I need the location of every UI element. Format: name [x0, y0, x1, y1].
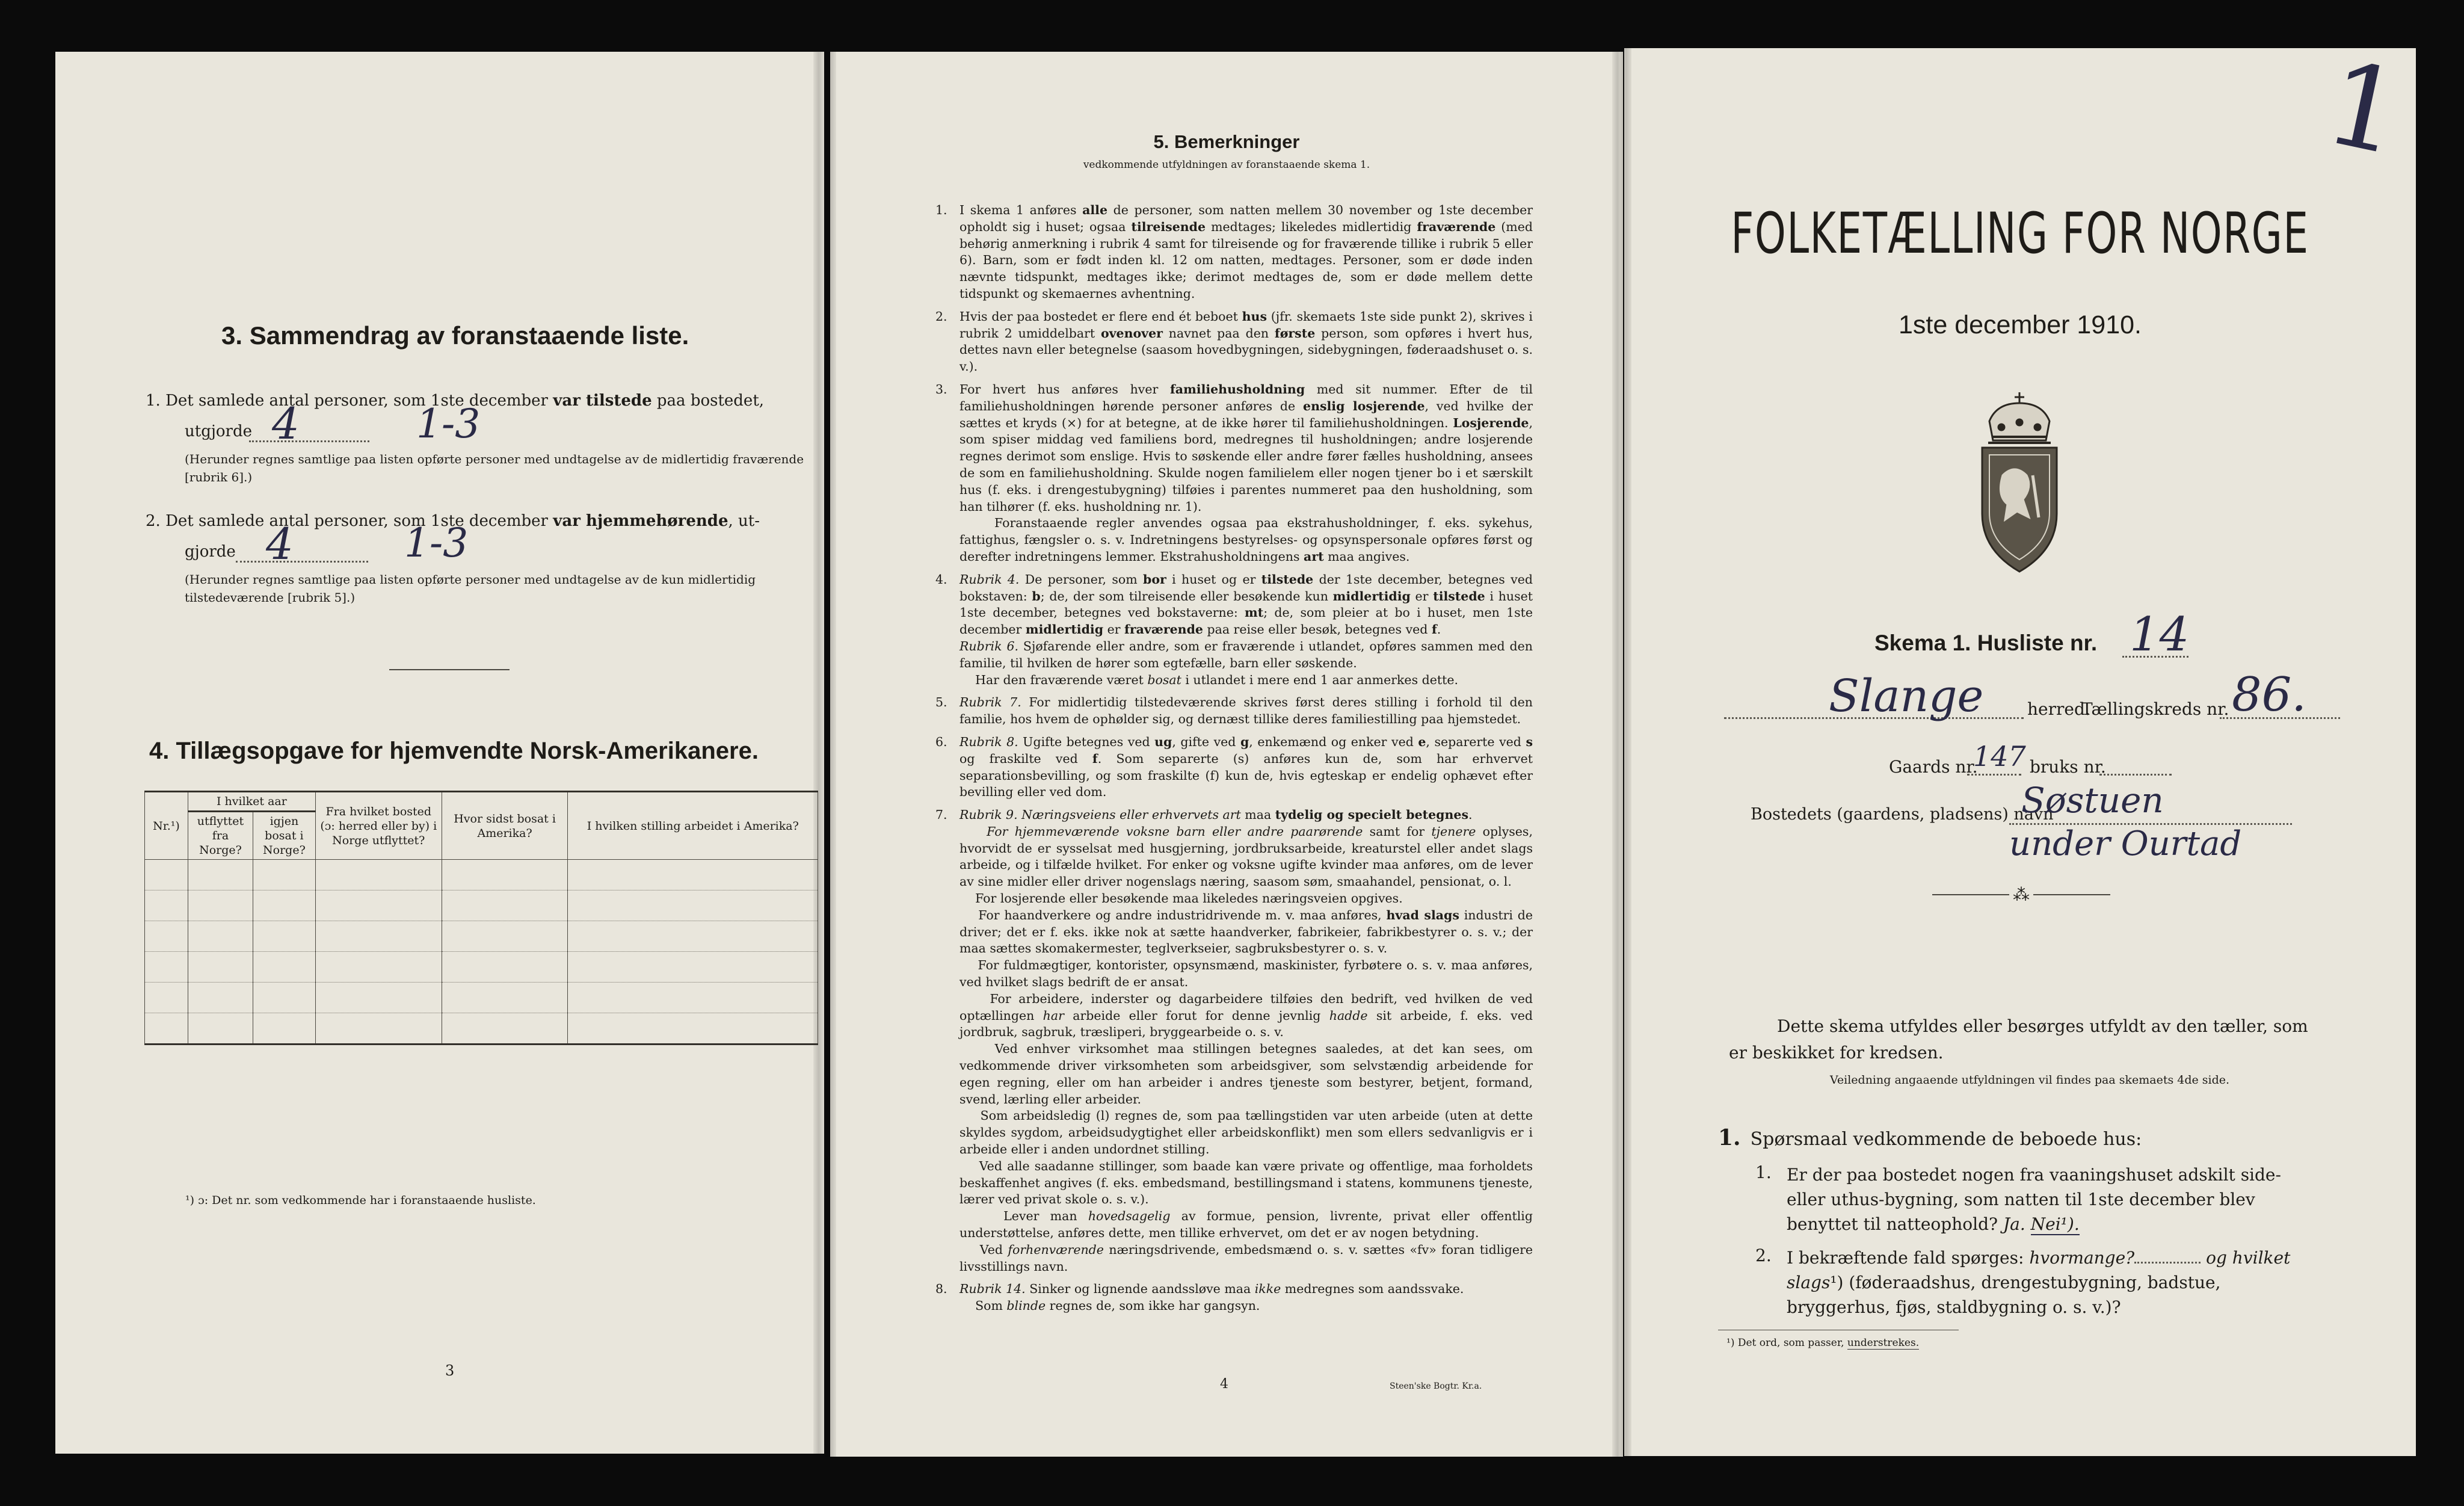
page-number-4: 4: [1220, 1377, 1228, 1392]
handwritten-count-1: 4: [272, 398, 300, 449]
remark-item: [935, 381, 1533, 566]
remark-item: [935, 309, 1533, 375]
skema-label: Skema 1. Husliste nr.: [1874, 631, 2098, 655]
table-row: [145, 921, 818, 952]
col-header-stilling: I hvilken stilling arbeidet i Amerika?: [568, 792, 818, 860]
right-page: [1624, 35, 2416, 1456]
page-fold: [813, 52, 824, 1454]
q1-2-question: I bekræftende fald spørges:: [1787, 1248, 2024, 1268]
q1-1-number: 1.: [1755, 1162, 1772, 1182]
col-header-nr: Nr.¹): [145, 792, 188, 860]
q1-2-text: I bekræftende fald spørges: hvormange? og hvilket slags¹) (føderaadshus, drengestubygning, badstue, bryggerhus, fjøs, staldbygning o. s. v.)?: [1787, 1248, 2291, 1317]
q1-title: Spørsmaal vedkommende de beboede hus:: [1750, 1129, 2142, 1150]
item-text: Det samlede antal personer, som 1ste december: [165, 512, 553, 530]
summary-item-2: [146, 509, 813, 533]
item-text: Det samlede antal personer, som 1ste december: [165, 392, 553, 410]
q1-2-slags: og hvilket slags: [1787, 1248, 2291, 1292]
page-fold: [1621, 48, 1631, 1456]
utgjorde-label: utgjorde: [185, 422, 253, 440]
remark-number: 8.: [935, 1282, 947, 1297]
census-date: 1ste december 1910.: [1899, 310, 2142, 339]
corner-handwritten-mark: 1: [2315, 35, 2414, 182]
remark-text: Rubrik 9. Næringsveiens eller erhvervets art maa tydelig og specielt betegnes. For hjemmeværende voksne barn eller andre paarørende samt for tjenere oplyses, hvorvidt de er sysselsat med husgjerning, jordbruksarbeide, kreaturstel eller andet slags arbeide, og i tilfælde hvilket. For enker og voksne ugifte kvinder maa anføres, om de lever av sine midler eller driver nogenslags næring, saasom søm, smaahandel, pensionat, o. l. For losjerende eller besøkende maa likeledes næringsveien opgives. For haandverkere og andre industridrivende m. v. maa anføres, hvad slags industri de driver; det er f. eks. ikke nok at sætte haandverker, fabrikeier, fabrikbestyrer o. s. v.; der maa sættes skomakermester, teglverkseier, sagbruksbestyrer o. s. v. For fuldmægtiger, kontorister, opsynsmænd, maskinister, fyrbøtere o. s. v. maa anføres, ved hvilket slags bedrift de er ansat. For arbeidere, inderster og dagarbeidere tilføies den bedrift, ved hvilken de ved optællingen har arbeide eller forut for denne jevnlig hadde sit arbeide, f. eks. ved jordbruk, sagbruk, træsliperi, bryggearbeide o. s. v. Ved enhver virksomhet maa stillingen betegnes saaledes, at det kan sees, om vedkommende driver virksomheten som arbeidsgiver, som selvstændig arbeidende for egen regning, eller om han arbeider i andres tjeneste som bestyrer, betjent, formand, svend, lærling eller arbeider. Som arbeidsledig (l) regnes de, som paa tællingstiden var uten arbeide (uten at dette skyldes sygdom, arbeidsudygtighet eller arbeidskonflikt) men som ellers sedvanligvis er i arbeide eller i anden undordnet stilling. Ved alle saadanne stillinger, som baade kan være private og offentlige, maa forholdets beskaffenhet angives (f. eks. embedsmand, bestillingsmand i statens, kommunens tjeneste, lærer ved privat skole o. s. v.). Lever man hovedsagelig av formue, pension, livrente, privat eller offentlig understøttelse, anføres dette, men tillike erhvervet, om det er av nogen betydning. Ved forhenværende næringsdrivende, embedsmænd o. s. v. sættes «fv» foran tidligere livsstillings navn.: [959, 807, 1533, 1274]
coat-of-arms-icon: [1965, 385, 2074, 575]
q1-1-ja: Ja.: [2003, 1214, 2025, 1234]
remarks-list: [935, 202, 1533, 1321]
remark-number: 2.: [935, 309, 947, 324]
bosted-value-1: Søstuen: [2021, 780, 2164, 821]
page-number-3: 3: [445, 1362, 455, 1379]
husliste-number: 14: [2130, 608, 2190, 662]
q1-1-nei: Nei¹).: [2030, 1214, 2080, 1234]
bosted-label: Bostedets (gaardens, pladsens) navn: [1751, 805, 2054, 824]
footnote-right: ¹) Det ord, som passer, understrekes.: [1726, 1337, 1920, 1349]
remark-text: Rubrik 14. Sinker og lignende aandssløve maa ikke medregnes som aandssvake. Som blinde regnes de, som ikke har gangsyn.: [959, 1282, 1464, 1313]
table-row: [145, 860, 818, 890]
section3-title: 3. Sammendrag av foranstaaende liste.: [221, 321, 689, 350]
handwritten-extra-1: 1-3: [416, 401, 481, 447]
q1-1-text: [1787, 1162, 2316, 1236]
col-header-fra-bosted: Fra hvilket bosted (ɔ: herred eller by) i Norge utflyttet?: [315, 792, 442, 860]
left-page: [55, 52, 824, 1454]
bemerkninger-subtitle: vedkommende utfyldningen av foranstaaende skema 1.: [1083, 159, 1370, 171]
col-header-utflyttet: utflyttet fra Norge?: [188, 812, 253, 860]
remark-item: [935, 1281, 1533, 1315]
handwritten-extra-2: 1-3: [404, 520, 469, 566]
q1-1-question: Er der paa bostedet nogen fra vaaningshuset adskilt side- eller uthus-bygning, som natten til 1ste december blev benyttet til natteophold?: [1787, 1165, 2281, 1234]
item-2-note: (Herunder regnes samtlige paa listen opførte personer med undtagelse av de kun midlertidig tilstedeværende [rubrik 5].): [185, 572, 756, 605]
kreds-value: 86.: [2232, 668, 2307, 722]
remark-text: I skema 1 anføres alle de personer, som natten mellem 30 november og 1ste december opholdt sig i huset; ogsaa tilreisende medtages; likeledes midlertidig fraværende (med behørig anmerkning i rubrik 4 samt for tilreisende og for fraværende tillike i rubrik 5 eller 6). Barn, som er født inden kl. 12 om natten, medtages. Personer, som er døde inden nævnte tidspunkt, medtages ikke; derimot medtages de, som er døde mellem dette tidspunkt og skemaernes avhentning.: [959, 203, 1533, 301]
remark-item: [935, 694, 1533, 728]
bruks-label: bruks nr.: [2030, 757, 2106, 777]
item-number: 2.: [146, 512, 161, 530]
item-text-end: paa bostedet,: [651, 392, 765, 410]
remark-number: 4.: [935, 572, 947, 587]
divider: [389, 669, 510, 670]
utgjorde-line: [249, 440, 369, 442]
section4-title: 4. Tillægsopgave for hjemvendte Norsk-Amerikanere.: [149, 738, 759, 764]
intro-text: Dette skema utfyldes eller besørges utfyldt av den tæller, som er beskikket for kredsen.: [1729, 1016, 2308, 1063]
q1-heading: [1718, 1125, 2142, 1150]
flourish-ornament: ⁂: [2009, 884, 2033, 904]
bemerkninger-title: 5. Bemerkninger: [1153, 131, 1300, 152]
table-row: [145, 983, 818, 1013]
remark-item: [935, 572, 1533, 689]
bruks-line: [2099, 774, 2172, 776]
q1-number: 1.: [1718, 1125, 1741, 1150]
item-emphasis: var tilstede: [553, 392, 652, 410]
item-text-end: , ut-: [728, 512, 760, 530]
remark-text: For hvert hus anføres hver familiehusholdning med sit nummer. Efter de til familiehusholdningen hørende personer anføres de enslig losjerende, ved hvilke der sættes et kryds (×) for at betegne, at de ikke hører til familiehusholdningen. Losjerende, som spiser middag ved familiens bord, medregnes til husholdningen; andre losjerende regnes derimot som enslige. Hvis to søskende eller andre fører fælles husholdning, ansees de som en familiehusholdning. Skulde nogen familielem eller nogen tjener bo i et særskilt hus (f. eks. i drengestubygning) tilføies i parentes nummeret paa den husholdning, som han tilhører (f. eks. husholdning nr. 1). Foranstaaende regler anvendes ogsaa paa ekstrahusholdninger, f. eks. sykehus, fattighus, fængsler o. s. v. Indretningens bestyrelses- og opsynspersonale opføres først og derefter indretningens lemmer. Ekstrahusholdningens art maa angives.: [959, 381, 1533, 564]
gaards-line: [1967, 774, 2021, 776]
gaards-value: 147: [1973, 740, 2026, 773]
item-number: 1.: [146, 392, 161, 410]
kreds-label: Tællingskreds nr.: [2081, 699, 2229, 719]
table-row: [145, 952, 818, 983]
q1-2-number: 2.: [1755, 1245, 1772, 1265]
herred-label: herred.: [2027, 699, 2090, 719]
remark-item: [935, 734, 1533, 801]
remark-number: 3.: [935, 381, 947, 397]
census-title: FOLKETÆLLING FOR NORGE: [1731, 201, 2309, 267]
remark-number: 5.: [935, 695, 947, 710]
q1-2-hvormange: hvormange?: [2029, 1248, 2135, 1268]
printer-imprint: Steen'ske Bogtr. Kr.a.: [1390, 1381, 1482, 1391]
q1-2-examples: (føderaadshus, drengestubygning, badstue, bryggerhus, fjøs, staldbygning o. s. v.)?: [1787, 1273, 2221, 1317]
col-header-group: I hvilket aar: [188, 792, 315, 812]
norsk-amerikanere-table: [144, 791, 818, 1045]
remark-item: [935, 807, 1533, 1275]
bosted-value-2: under Ourtad: [2009, 824, 2242, 863]
table-footnote: ¹) ɔ: Det nr. som vedkommende har i foranstaaende husliste.: [185, 1194, 536, 1207]
page-fold: [825, 52, 836, 1457]
table-row: [145, 1013, 818, 1045]
remark-number: 6.: [935, 734, 947, 749]
remark-text: Rubrik 4. De personer, som bor i huset og er tilstede der 1ste december, betegnes ved bokstaven: b; de, der som tilreisende eller besøkende kun midlertidig er tilstede i huset 1ste december, betegnes ved bokstaverne: mt; de, som pleier at bo i huset, men 1ste december midlertidig er fraværende paa reise eller besøk, betegnes ved f. Rubrik 6. Sjøfarende eller andre, som er fraværende i utlandet, opføres sammen med den familie, til hvilken de hører som egtefælle, barn eller søskende. Har den fraværende været bosat i utlandet i mere end 1 aar anmerkes dette.: [959, 572, 1533, 687]
remark-item: [935, 202, 1533, 303]
gjorde-label: gjorde: [185, 543, 236, 561]
remark-text: Hvis der paa bostedet er flere end ét beboet hus (jfr. skemaets 1ste side punkt 2), skrives i rubrik 2 umiddelbart ovenover navnet paa den første person, som opføres i hvert hus, dettes navn eller betegnelse (saasom hovedbygningen, sidebygningen, føderaadshuset o. s. v.).: [959, 309, 1533, 374]
middle-page: [830, 52, 1623, 1457]
remark-number: 7.: [935, 807, 947, 822]
remark-text: Rubrik 7. For midlertidig tilstedeværende skrives først deres stilling i forhold til den familie, hos hvem de ophølder sig, og dernæst tillike deres familiestilling paa hjemstedet.: [959, 695, 1533, 727]
handwritten-count-2: 4: [266, 519, 294, 569]
intro-veiledning: Veiledning angaaende utfyldningen vil findes paa skemaets 4de side.: [1829, 1073, 2230, 1087]
table-row: [145, 890, 818, 921]
herred-value: Slange: [1829, 670, 1984, 722]
gaards-label: Gaards nr.: [1889, 757, 1978, 777]
item-1-note: (Herunder regnes samtlige paa listen opførte personer med undtagelse av de midlertidig fraværende [rubrik 6].): [185, 452, 804, 484]
col-header-igjen-bosat: igjen bosat i Norge?: [253, 812, 315, 860]
remark-number: 1.: [935, 203, 947, 217]
table-header-row: [145, 792, 818, 812]
remark-text: Rubrik 8. Ugifte betegnes ved ug, gifte ved g, enkemænd og enker ved e, separerte ved s og fraskilte ved f. Som separerte (s) anføres kun de, som har erhvervet separationsbevilling, og som fraskilte (f) kun de, hvis egteskap er endelig ophævet efter bevilling eller ved dom.: [959, 734, 1533, 800]
item-emphasis: var hjemmehørende: [553, 512, 728, 530]
gjorde-line: [236, 561, 368, 563]
col-header-sidst-bosat: Hvor sidst bosat i Amerika?: [442, 792, 568, 860]
